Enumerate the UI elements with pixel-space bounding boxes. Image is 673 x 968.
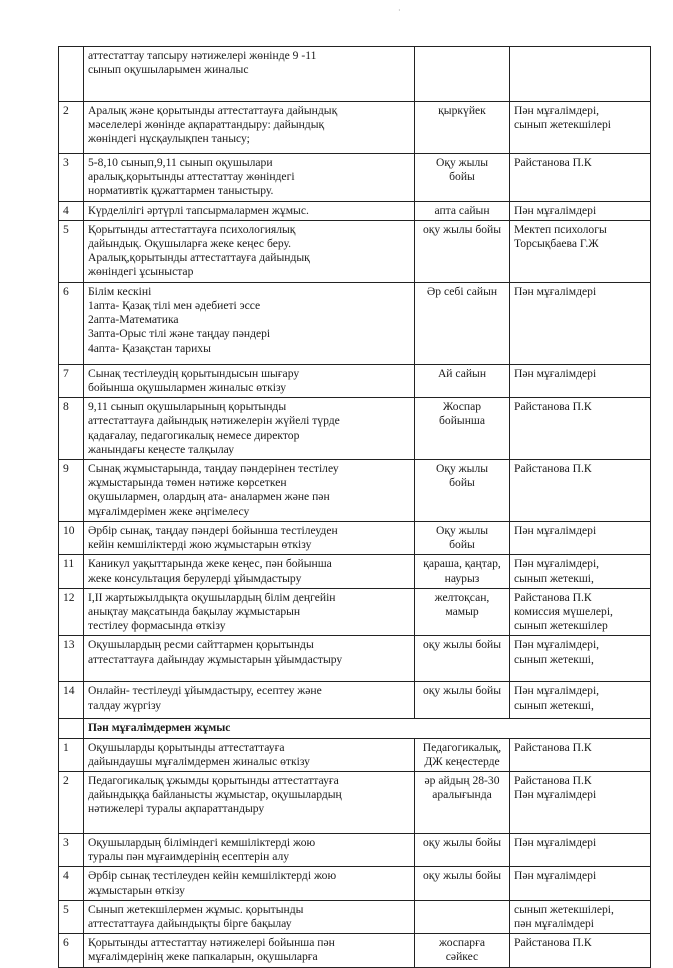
activity-cell (84, 682, 415, 719)
responsible-line: Пән мұғалімдері, (514, 104, 600, 117)
table-row (59, 738, 651, 771)
activity-line: I,II жартыжылдықта оқушылардың білім деңгейін (88, 590, 336, 604)
table-row (59, 154, 651, 202)
timing-line: желтоқсан, (434, 590, 490, 604)
responsible-line: Пән мұғалімдері (514, 869, 597, 883)
row-number: 7 (59, 364, 84, 397)
activity-line: 3апта-Орыс тілі және таңдау пәндері (88, 327, 271, 341)
timing-line: әр айдың 28-30 (424, 774, 500, 788)
activity-line: жөніндегі ұсыныстар (88, 265, 194, 279)
timing-cell (415, 47, 510, 102)
section-heading: Пән мұғалімдермен жұмыс (84, 719, 651, 738)
activity-line: жұмыстарын өткізу (88, 883, 185, 897)
activity-cell (84, 460, 415, 522)
responsible-line: Пән мұғалімдері (514, 203, 597, 217)
responsible-cell (510, 364, 651, 397)
timing-cell (415, 282, 510, 364)
activity-cell (84, 867, 415, 900)
timing-cell (415, 102, 510, 154)
table-row (59, 636, 651, 682)
responsible-cell (510, 636, 651, 682)
responsible-line: Пән мұғалімдері (514, 524, 597, 538)
row-number: 8 (59, 398, 84, 460)
responsible-line: пән мұғалімдері (514, 917, 594, 931)
activity-line: бойынша оқушылармен жиналыс өткізу (88, 381, 287, 395)
timing-cell (415, 636, 510, 682)
table-row (59, 102, 651, 154)
activity-line: нәтижелері туралы ақпараттандыру (88, 802, 265, 816)
timing-line: оқу жылы бойы (422, 222, 502, 236)
activity-cell (84, 282, 415, 364)
activity-line: Педагогикалық ұжымды қорытынды аттестаттауға (88, 774, 339, 788)
timing-line: Жоспар (442, 400, 482, 414)
row-number (59, 719, 84, 738)
timing-line: Әр себі сайын (426, 284, 498, 298)
row-number: 1 (59, 738, 84, 771)
activity-line: Оқушылардың біліміндегі кемшіліктерді жою (88, 836, 316, 850)
activity-line: 5-8,10 сынып,9,11 сынып оқушылари (88, 156, 273, 169)
responsible-line: сынып жетекшілері (514, 118, 611, 132)
timing-cell (415, 834, 510, 867)
table-row (59, 398, 651, 460)
timing-cell (415, 555, 510, 588)
table-row (59, 772, 651, 834)
activity-line: Аралық және қорытынды аттестаттауға дайындық (88, 104, 338, 117)
activity-line: қадағалау, педагогикалық немесе директор (88, 428, 300, 442)
table-row (59, 934, 651, 967)
row-number: 5 (59, 220, 84, 282)
activity-line: Әрбір сынақ, таңдау пәндері бойынша тестілеуден (88, 524, 338, 538)
row-number: 6 (59, 934, 84, 967)
activity-line: 1апта- Қазақ тілі мен әдебиеті эссе (88, 299, 261, 313)
timing-cell (415, 154, 510, 202)
activity-line: тестілеу формасында өткізу (88, 619, 226, 633)
activity-line: оқушылармен, олардың ата- аналармен және пән (88, 490, 330, 504)
timing-cell (415, 867, 510, 900)
responsible-line: Мектеп психологы (514, 222, 607, 236)
timing-line: аралығында (432, 788, 492, 802)
table-row (59, 682, 651, 719)
timing-cell (415, 682, 510, 719)
timing-cell (415, 220, 510, 282)
row-number: 5 (59, 900, 84, 933)
timing-line: наурыз (444, 571, 480, 585)
timing-line: қыркүйек (438, 104, 486, 117)
row-number: 13 (59, 636, 84, 682)
activity-line: Каникул уақыттарында жеке кеңес, пән бойынша (88, 557, 332, 571)
responsible-cell (510, 772, 651, 834)
activity-line: сынып оқушыларымен жиналыс (88, 63, 249, 77)
activity-line: мәселелері жөнінде ақпараттандыру: дайындық (88, 118, 325, 132)
activity-cell (84, 834, 415, 867)
responsible-cell (510, 220, 651, 282)
activity-line: Күрделілігі әртүрлі тапсырмалармен жұмыс. (88, 203, 309, 217)
timing-line: бойы (449, 538, 475, 552)
timing-line: Ай сайын (437, 366, 487, 380)
activity-line: аттестаттау тапсыру нәтижелері жөнінде 9 -11 (88, 49, 317, 62)
table-row (59, 282, 651, 364)
responsible-line: Райстанова П.К (514, 774, 592, 788)
row-number: 10 (59, 522, 84, 555)
row-number: 4 (59, 867, 84, 900)
activity-cell (84, 934, 415, 967)
activity-cell (84, 772, 415, 834)
activity-cell (84, 398, 415, 460)
table-row (59, 201, 651, 220)
timing-line: Оқу жылы (435, 524, 489, 538)
responsible-cell (510, 282, 651, 364)
responsible-line: Райстанова П.К (514, 156, 592, 169)
timing-line: оқу жылы бойы (422, 869, 502, 883)
activity-cell (84, 588, 415, 636)
timing-cell (415, 738, 510, 771)
activity-line: Қорытынды аттестаттау нәтижелері бойынша пән (88, 936, 335, 950)
timing-line: ДЖ кеңестерде (424, 754, 500, 768)
activity-cell (84, 555, 415, 588)
timing-line: бойынша (439, 414, 485, 428)
activity-cell (84, 522, 415, 555)
timing-line: апта сайын (434, 203, 490, 217)
responsible-line: сынып жетекші, (514, 571, 594, 585)
responsible-line: сынып жетекшілер (514, 619, 608, 633)
activity-cell (84, 636, 415, 682)
activity-line: талдау жүргізу (88, 698, 162, 712)
activity-cell (84, 201, 415, 220)
responsible-cell (510, 588, 651, 636)
table-row (59, 522, 651, 555)
activity-line: жанындағы кеңесте талқылау (88, 442, 235, 456)
activity-cell (84, 47, 415, 102)
timing-cell (415, 772, 510, 834)
activity-line: Сынып жетекшілермен жұмыс. қорытынды (88, 902, 304, 916)
table-row (59, 588, 651, 636)
activity-cell (84, 738, 415, 771)
activity-line: Аралық,қорытынды аттестаттауға дайындық (88, 251, 310, 265)
responsible-cell (510, 460, 651, 522)
timing-line: оқу жылы бойы (422, 836, 502, 850)
activity-line: мұғалімдерімен жеке әңгімелесу (88, 504, 250, 518)
responsible-line: Райстанова П.К (514, 462, 592, 476)
activity-line: Сынақ тестілеудің қорытындысын шығару (88, 366, 300, 380)
row-number: 9 (59, 460, 84, 522)
activity-line: 4апта- Қазақстан тарихы (88, 341, 211, 355)
responsible-cell (510, 555, 651, 588)
responsible-line: Пән мұғалімдері, (514, 557, 600, 571)
responsible-cell (510, 738, 651, 771)
activity-cell (84, 102, 415, 154)
table-row (59, 460, 651, 522)
table-row (59, 555, 651, 588)
timing-line: Педагогикалық, (422, 740, 502, 754)
responsible-line: Пән мұғалімдері (514, 366, 597, 380)
responsible-line: сынып жетекші, (514, 698, 594, 712)
timing-cell (415, 460, 510, 522)
responsible-cell (510, 522, 651, 555)
activity-line: Әрбір сынақ тестілеуден кейін кемшіліктерді жою (88, 869, 337, 883)
timing-line: Оқу жылы (435, 462, 489, 476)
timing-line: жоспарға (438, 936, 485, 950)
responsible-cell (510, 682, 651, 719)
responsible-cell (510, 102, 651, 154)
activity-line: Сынақ жұмыстарында, таңдау пәндерінен тестілеу (88, 462, 339, 476)
table-row (59, 834, 651, 867)
timing-cell (415, 364, 510, 397)
activity-line: дайындыққа байланысты жұмыстар, оқушылардың (88, 788, 342, 802)
table-row (59, 364, 651, 397)
timing-cell (415, 522, 510, 555)
table-row (59, 867, 651, 900)
responsible-line: Пән мұғалімдері, (514, 684, 600, 698)
activity-line: туралы пән мұғаимдерінің есептерін алу (88, 850, 290, 864)
activity-cell (84, 900, 415, 933)
activity-line: аттестаттауға дайындық нәтижелерін жүйелі түрде (88, 414, 340, 428)
activity-line: дайындаушы мұғалімдермен жиналыс өткізу (88, 754, 310, 768)
activity-cell (84, 154, 415, 202)
activity-line: Оқушыларды қорытынды аттестаттауға (88, 740, 285, 754)
activity-cell (84, 364, 415, 397)
timing-line: мамыр (445, 605, 479, 619)
responsible-cell (510, 47, 651, 102)
timing-cell (415, 934, 510, 967)
timing-line: оқу жылы бойы (422, 684, 502, 698)
plan-table-body (59, 47, 651, 968)
responsible-line: Торсықбаева Г.Ж (514, 237, 599, 251)
row-number: 3 (59, 834, 84, 867)
responsible-line: Райстанова П.К (514, 740, 592, 754)
responsible-line: сынып жетекшілері, (514, 902, 614, 916)
row-number: 3 (59, 154, 84, 202)
activity-line: жеке консультация берулерді ұйымдастыру (88, 571, 302, 585)
timing-line: бойы (449, 170, 475, 184)
row-number (59, 47, 84, 102)
activity-line: 9,11 сынып оқушыларының қорытынды (88, 400, 287, 414)
row-number: 2 (59, 102, 84, 154)
activity-line: жөніндегі нұсқаулықпен танысу; (88, 132, 250, 146)
responsible-cell (510, 154, 651, 202)
timing-line: Оқу жылы (435, 156, 489, 169)
responsible-line: Пән мұғалімдері (514, 284, 597, 298)
responsible-cell (510, 201, 651, 220)
responsible-line: Райстанова П.К (514, 400, 592, 414)
row-number: 11 (59, 555, 84, 588)
activity-line: аттестаттауға дайындықты бірге бақылау (88, 917, 292, 931)
row-number: 4 (59, 201, 84, 220)
page-mark: · (398, 6, 401, 15)
row-number: 12 (59, 588, 84, 636)
activity-line: Білім кескіні (88, 284, 152, 298)
activity-line: 2апта-Математика (88, 313, 179, 327)
activity-line: мұғалімдерінің жеке папкаларын, оқушыларға (88, 950, 318, 964)
plan-table (58, 46, 651, 968)
timing-cell (415, 201, 510, 220)
activity-line: Қорытынды аттестаттауға психологиялық (88, 222, 296, 236)
responsible-line: сынып жетекші, (514, 652, 594, 666)
row-number: 14 (59, 682, 84, 719)
activity-line: аттестаттауға дайындау жұмыстарын ұйымдастыру (88, 652, 343, 666)
row-number: 6 (59, 282, 84, 364)
responsible-line: Пән мұғалімдері (514, 788, 597, 802)
activity-line: аралық,қорытынды аттестаттау жөніндегі (88, 170, 295, 184)
responsible-cell (510, 398, 651, 460)
timing-line: бойы (449, 476, 475, 490)
timing-cell (415, 398, 510, 460)
responsible-cell (510, 867, 651, 900)
activity-cell (84, 220, 415, 282)
responsible-line: Райстанова П.К (514, 590, 592, 604)
responsible-cell (510, 900, 651, 933)
responsible-line: Райстанова П.К (514, 936, 592, 950)
table-row (59, 220, 651, 282)
responsible-line: комиссия мүшелері, (514, 605, 613, 619)
table-row (59, 900, 651, 933)
activity-line: жұмыстарында төмен нәтиже көрсеткен (88, 476, 287, 490)
section-row (59, 719, 651, 738)
responsible-cell (510, 834, 651, 867)
activity-line: дайындық. Оқушыларға жеке кеңес беру. (88, 237, 292, 251)
activity-line: анықтау мақсатында бақылау жұмыстарын (88, 605, 301, 619)
row-number: 2 (59, 772, 84, 834)
timing-line: оқу жылы бойы (422, 638, 502, 652)
timing-cell (415, 588, 510, 636)
activity-line: нормативтік құжаттармен таныстыру. (88, 184, 274, 198)
timing-line: сәйкес (445, 950, 479, 964)
responsible-line: Пән мұғалімдері (514, 836, 597, 850)
responsible-line: Пән мұғалімдері, (514, 638, 600, 652)
activity-line: Онлайн- тестілеуді ұйымдастыру, есептеу және (88, 684, 322, 698)
activity-line: Оқушылардың ресми сайттармен қорытынды (88, 638, 314, 652)
table-row (59, 47, 651, 102)
timing-line: қараша, қаңтар, (423, 557, 501, 571)
responsible-cell (510, 934, 651, 967)
activity-line: кейін кемшіліктерді жою жұмыстарын өткізу (88, 538, 312, 552)
timing-cell (415, 900, 510, 933)
